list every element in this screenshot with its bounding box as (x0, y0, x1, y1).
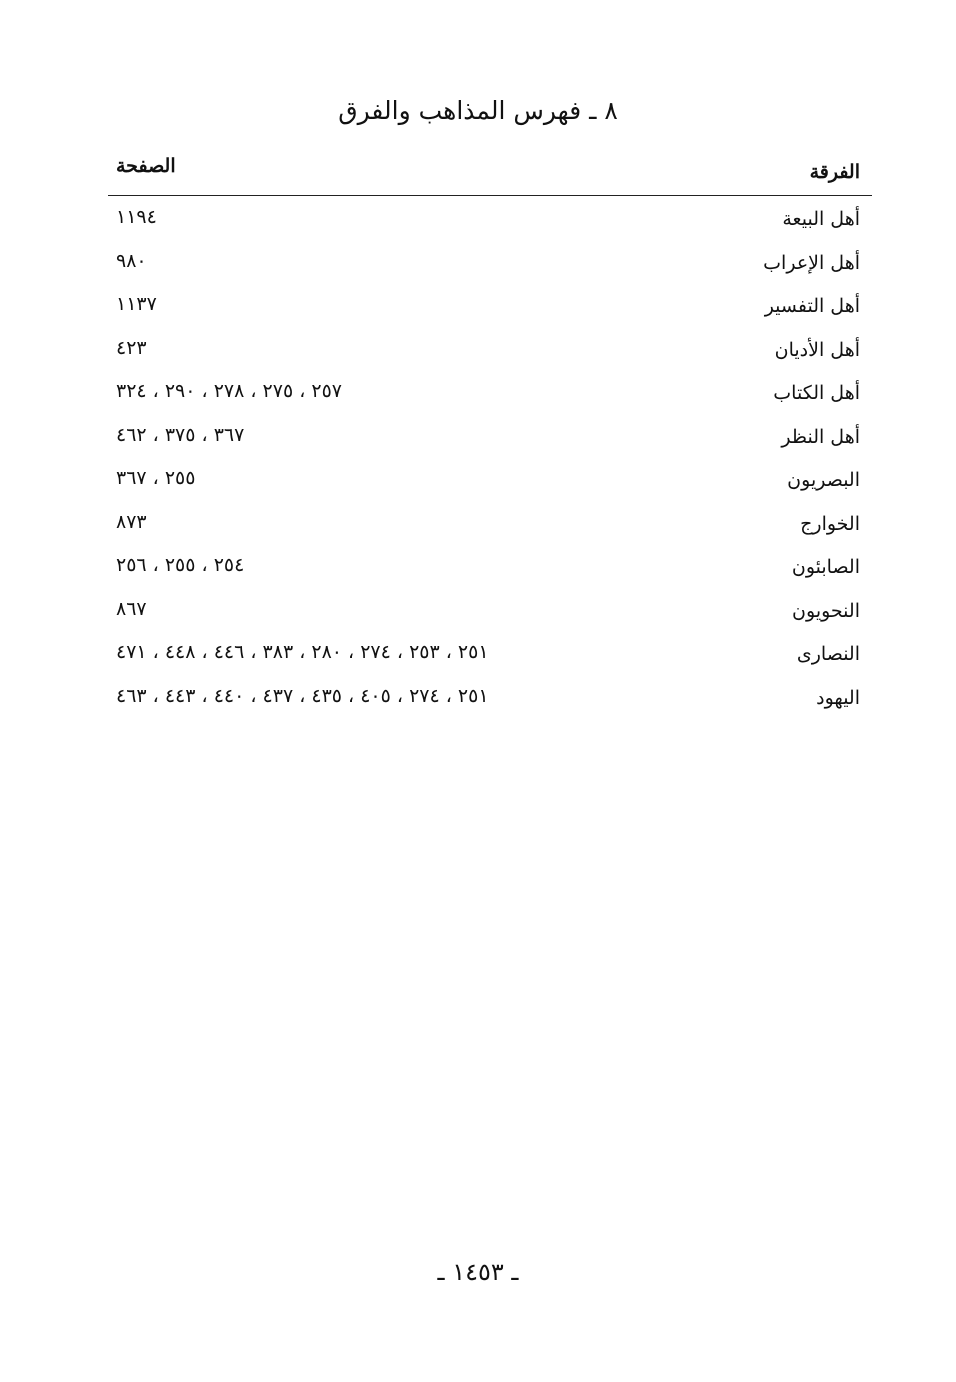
index-entry (108, 200, 868, 244)
entry-name: أهل التفسير (764, 295, 860, 317)
entry-pages: ٢٥٥ ، ٣٦٧ (116, 467, 196, 489)
entry-name: أهل النظر (781, 425, 860, 448)
entry-name: أهل الأديان (774, 338, 860, 361)
index-entry (108, 592, 868, 636)
entry-pages: ٨٦٧ (116, 597, 147, 620)
entry-pages: ٢٥٧ ، ٢٧٥ ، ٢٧٨ ، ٢٩٠ ، ٣٢٤ (116, 380, 342, 402)
entry-name: أهل الإعراب (763, 251, 860, 274)
index-entry (108, 461, 868, 505)
entry-pages: ٨٧٣ (116, 510, 147, 533)
entry-name: النحويون (792, 599, 860, 622)
entry-name: الخوارج (800, 512, 860, 535)
entry-pages: ١١٣٧ (116, 293, 157, 315)
index-entry (108, 548, 868, 592)
index-entry (108, 374, 868, 418)
index-entry (108, 679, 868, 723)
entry-pages: ٣٦٧ ، ٣٧٥ ، ٤٦٢ (116, 423, 245, 446)
entry-pages: ٢٥١ ، ٢٧٤ ، ٤٠٥ ، ٤٣٥ ، ٤٣٧ ، ٤٤٠ ، ٤٤٣ ، ٤٦٣ (116, 684, 489, 707)
entry-name: أهل البيعة (782, 208, 860, 230)
index-entry (108, 505, 868, 549)
entry-name: الصابئون (791, 556, 860, 578)
index-entry (108, 635, 868, 679)
entry-name: اليهود (816, 686, 860, 709)
index-entry (108, 331, 868, 375)
entry-pages: ١١٩٤ (116, 206, 157, 228)
page-number: ـ ١٤٥٣ ـ (437, 1258, 519, 1286)
index-list (108, 200, 868, 722)
entry-name: أهل الكتاب (773, 382, 860, 404)
entry-pages: ٢٥١ ، ٢٥٣ ، ٢٧٤ ، ٢٨٠ ، ٣٨٣ ، ٤٤٦ ، ٤٤٨ ، ٤٧١ (116, 641, 489, 663)
index-entry (108, 244, 868, 288)
index-entry (108, 418, 868, 462)
entry-name: النصارى (796, 643, 860, 665)
header-page: الصفحة (116, 155, 176, 177)
header-sect: الفرقة (809, 161, 860, 183)
index-entry (108, 287, 868, 331)
entry-pages: ٤٢٣ (116, 336, 147, 359)
page-title: ٨ ـ فهرس المذاهب والفرق (338, 96, 618, 125)
entry-pages: ٩٨٠ (116, 249, 147, 272)
header-rule (108, 195, 872, 196)
entry-name: البصريون (787, 469, 860, 491)
column-headers (108, 155, 868, 191)
entry-pages: ٢٥٤ ، ٢٥٥ ، ٢٥٦ (116, 554, 245, 576)
